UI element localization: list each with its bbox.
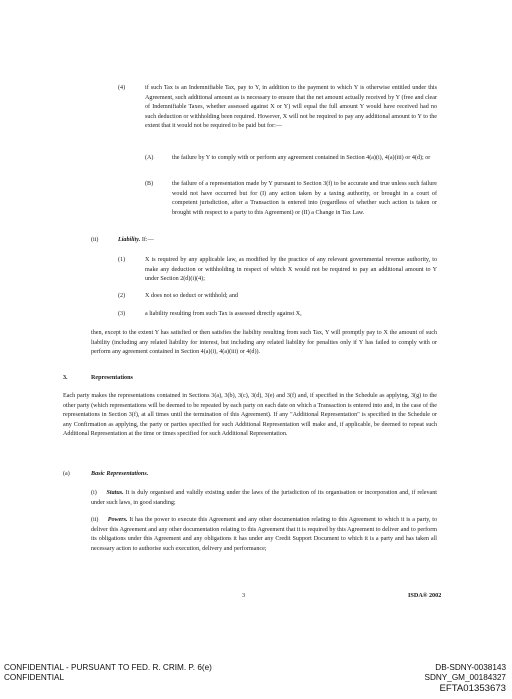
clause-4-text: if such Tax is an Indemnifiable Tax, pay to Y, in addition to the payment to which Y is otherwise entitled under this Agreement, such additional amount as is necessary to ensure that the net amount actually received by Y (free and clear of Indemnifiable Taxes, whether assessed against X or Y) will equal the full amount Y would have received had no such deduction or withholding been required. However, X will not be required to pay any additional amount to Y to the extent that it would not be required to be paid but for:— [145,85,437,130]
liability-item-2: X does not so deduct or withhold; and [145,293,238,299]
basic-representations-heading: Basic Representations. [91,471,149,477]
clause-number: (a) [63,471,70,477]
status-text: It is duly organised and validly existing under the laws of the jurisdiction of its organisation or incorporation and, if relevant under such laws, in good standing; [91,490,437,506]
confidentiality-notice [4,663,212,683]
sub-clause-a-text: the failure by Y to comply with or perform any agreement contained in Section 4(a)(i), 4(a)(iii) or 4(d); or [172,155,431,161]
section-heading: Representations [91,375,133,381]
item-number: (3) [118,311,126,317]
sub-clause-number: (B) [145,181,154,187]
powers-text: It has the power to execute this Agreement and any other documentation relating to this Agreement to which it is a party, to deliver this Agreement and any other documentation relating to this Agreement that it is required by this Agreement to deliver and to perform its obligations under this Agreement and any obligations it has under any Credit Support Document to which it is a party and has taken all necessary action to authorise such execution, delivery and performance; [91,517,437,552]
status-heading: Status. [106,490,124,496]
powers-number: (ii) [91,517,99,523]
sub-clause-number: (A) [145,155,154,161]
liability-item-1: X is required by any applicable law, as modified by the practice of any relevant governmental revenue authority, to make any deduction or withholding in respect of which X would not be required to pay an additional amount to Y under Section 2(d)(i)(4); [145,257,437,283]
bates-number-3: EFTA01353673 [439,683,506,694]
clause-text [145,84,437,132]
bates-numbers [425,663,506,694]
section-number: 3. [63,375,68,381]
bates-number-2: SDNY_GM_00184327 [424,673,506,682]
powers-paragraph [91,516,437,554]
powers-heading: Powers. [107,517,128,523]
status-number: (i) [91,490,97,496]
section-3-text: Each party makes the representations contained in Sections 3(a), 3(b), 3(c), 3(d), 3(e) and 3(f) and, if specified in the Schedule as applying, 3(g) to the other party (which representations will be deemed to be repeated by each party on each date on which a Transaction is entered into and, in the case of the representations in Section 3(f), at all times until the termination of this Agreement). If any "Additional Representation" is specified in the Schedule or any Confirmation as applying, the party or parties specified for such Additional Representation will make and, if applicable, be deemed to repeat such Additional Representation at the time or times specified for such Additional Representation. [63,393,437,438]
item-number: (2) [118,293,126,299]
bates-number-1: DB-SDNY-0038143 [435,663,506,672]
clause-number: (4) [118,85,126,91]
confidentiality-line-1: CONFIDENTIAL - PURSUANT TO FED. R. CRIM. P. 6(e) [4,663,212,672]
status-paragraph [91,489,437,508]
liability-intro: If:— [141,237,154,243]
liability-heading-line [118,236,437,246]
isda-mark: ISDA® 2002 [408,592,442,599]
page-number: 3 [242,592,246,599]
clause-number: (ii) [91,237,99,243]
item-number: (1) [118,257,126,263]
liability-heading: Liability. [118,237,141,243]
liability-then-text: then, except to the extent Y has satisfied or then satisfies the liability resulting from such Tax, Y will promptly pay to X the amount of such liability (including any related liability for interest, but including any related liability for penalties only if Y has failed to comply with or perform any agreement contained in Section 4(a)(i), 4(a)(iii) or 4(d)). [91,330,437,356]
liability-item-3: a liability resulting from such Tax is assessed directly against X, [145,311,302,317]
sub-clause-b-text: the failure of a representation made by Y pursuant to Section 3(f) to be accurate and true unless such failure would not have occurred but for (I) any action taken by a taxing authority, or brought in a court of competent jurisdiction, after a Transaction is entered into (regardless of whether such action is taken or brought with respect to a party to this Agreement) or (II) a Change in Tax Law. [172,181,437,216]
confidentiality-line-2: CONFIDENTIAL [4,673,65,682]
